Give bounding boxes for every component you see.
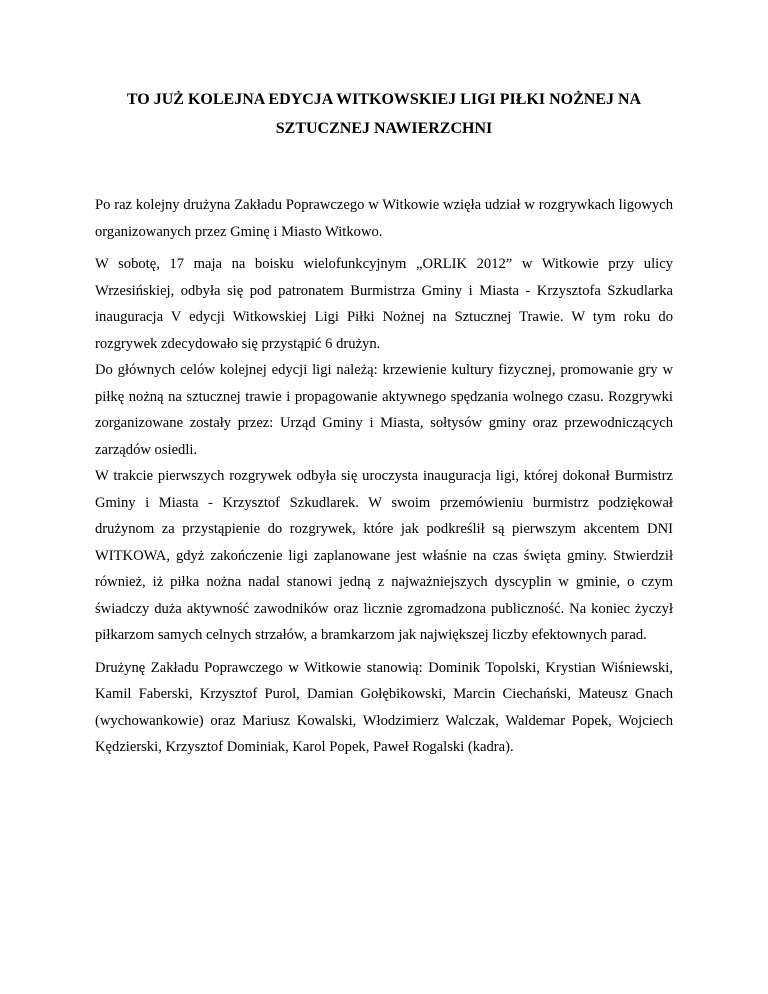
paragraph-goals: Do głównych celów kolejnej edycji ligi należą: krzewienie kultury fizycznej, promowanie gry w piłkę nożną na sztucznej trawie i propagowanie aktywnego spędzania wolnego czasu. Rozgrywki zorganizowane zostały przez: Urząd Gminy i Miasta, sołtysów gminy oraz przewodniczących zarządów osiedli. xyxy=(95,362,673,458)
document-page xyxy=(95,0,673,761)
document-body xyxy=(95,192,673,761)
paragraph-intro: Po raz kolejny drużyna Zakładu Poprawczego w Witkowie wzięła udział w rozgrywkach ligowych organizowanych przez Gminę i Miasto Witkowo. xyxy=(95,197,673,240)
document-title: TO JUŻ KOLEJNA EDYCJA WITKOWSKIEJ LIGI PIŁKI NOŻNEJ NA SZTUCZNEJ NAWIERZCHNI xyxy=(126,91,642,137)
paragraph-team-roster: Drużynę Zakładu Poprawczego w Witkowie stanowią: Dominik Topolski, Krystian Wiśniewski, Kamil Faberski, Krzysztof Purol, Damian Gołębikowski, Marcin Ciechański, Mateusz Gnach (wychowankowie) oraz Mariusz Kowalski, Włodzimierz Walczak, Waldemar Popek, Wojciech Kędzierski, Krzysztof Dominiak, Karol Popek, Paweł Rogalski (kadra). xyxy=(95,659,673,755)
paragraph-speech: W trakcie pierwszych rozgrywek odbyła się uroczysta inauguracja ligi, której dokonał Burmistrz Gminy i Miasta - Krzysztof Szkudlarek. W swoim przemówieniu burmistrz podziękował drużynom za przystąpienie do rozgrywek, które jak podkreślił są pierwszym akcentem DNI WITKOWA, gdyż zakończenie ligi zaplanowane jest właśnie na czas święta gminy. Stwierdził również, iż piłka nożna nadal stanowi jedną z najważniejszych dyscyplin w gminie, o czym świadczy duża aktywność zawodników oraz licznie zgromadzona publiczność. Na koniec życzył piłkarzom samych celnych strzałów, a bramkarzom jak największej liczby efektownych parad. xyxy=(95,468,673,643)
paragraph-inauguration: W sobotę, 17 maja na boisku wielofunkcyjnym „ORLIK 2012” w Witkowie przy ulicy Wrzesińskiej, odbyła się pod patronatem Burmistrza Gminy i Miasta - Krzysztofa Szkudlarka inauguracja V edycji Witkowskiej Ligi Piłki Nożnej na Sztucznej Trawie. W tym roku do rozgrywek zdecydowało się przystąpić 6 drużyn. xyxy=(95,256,673,352)
